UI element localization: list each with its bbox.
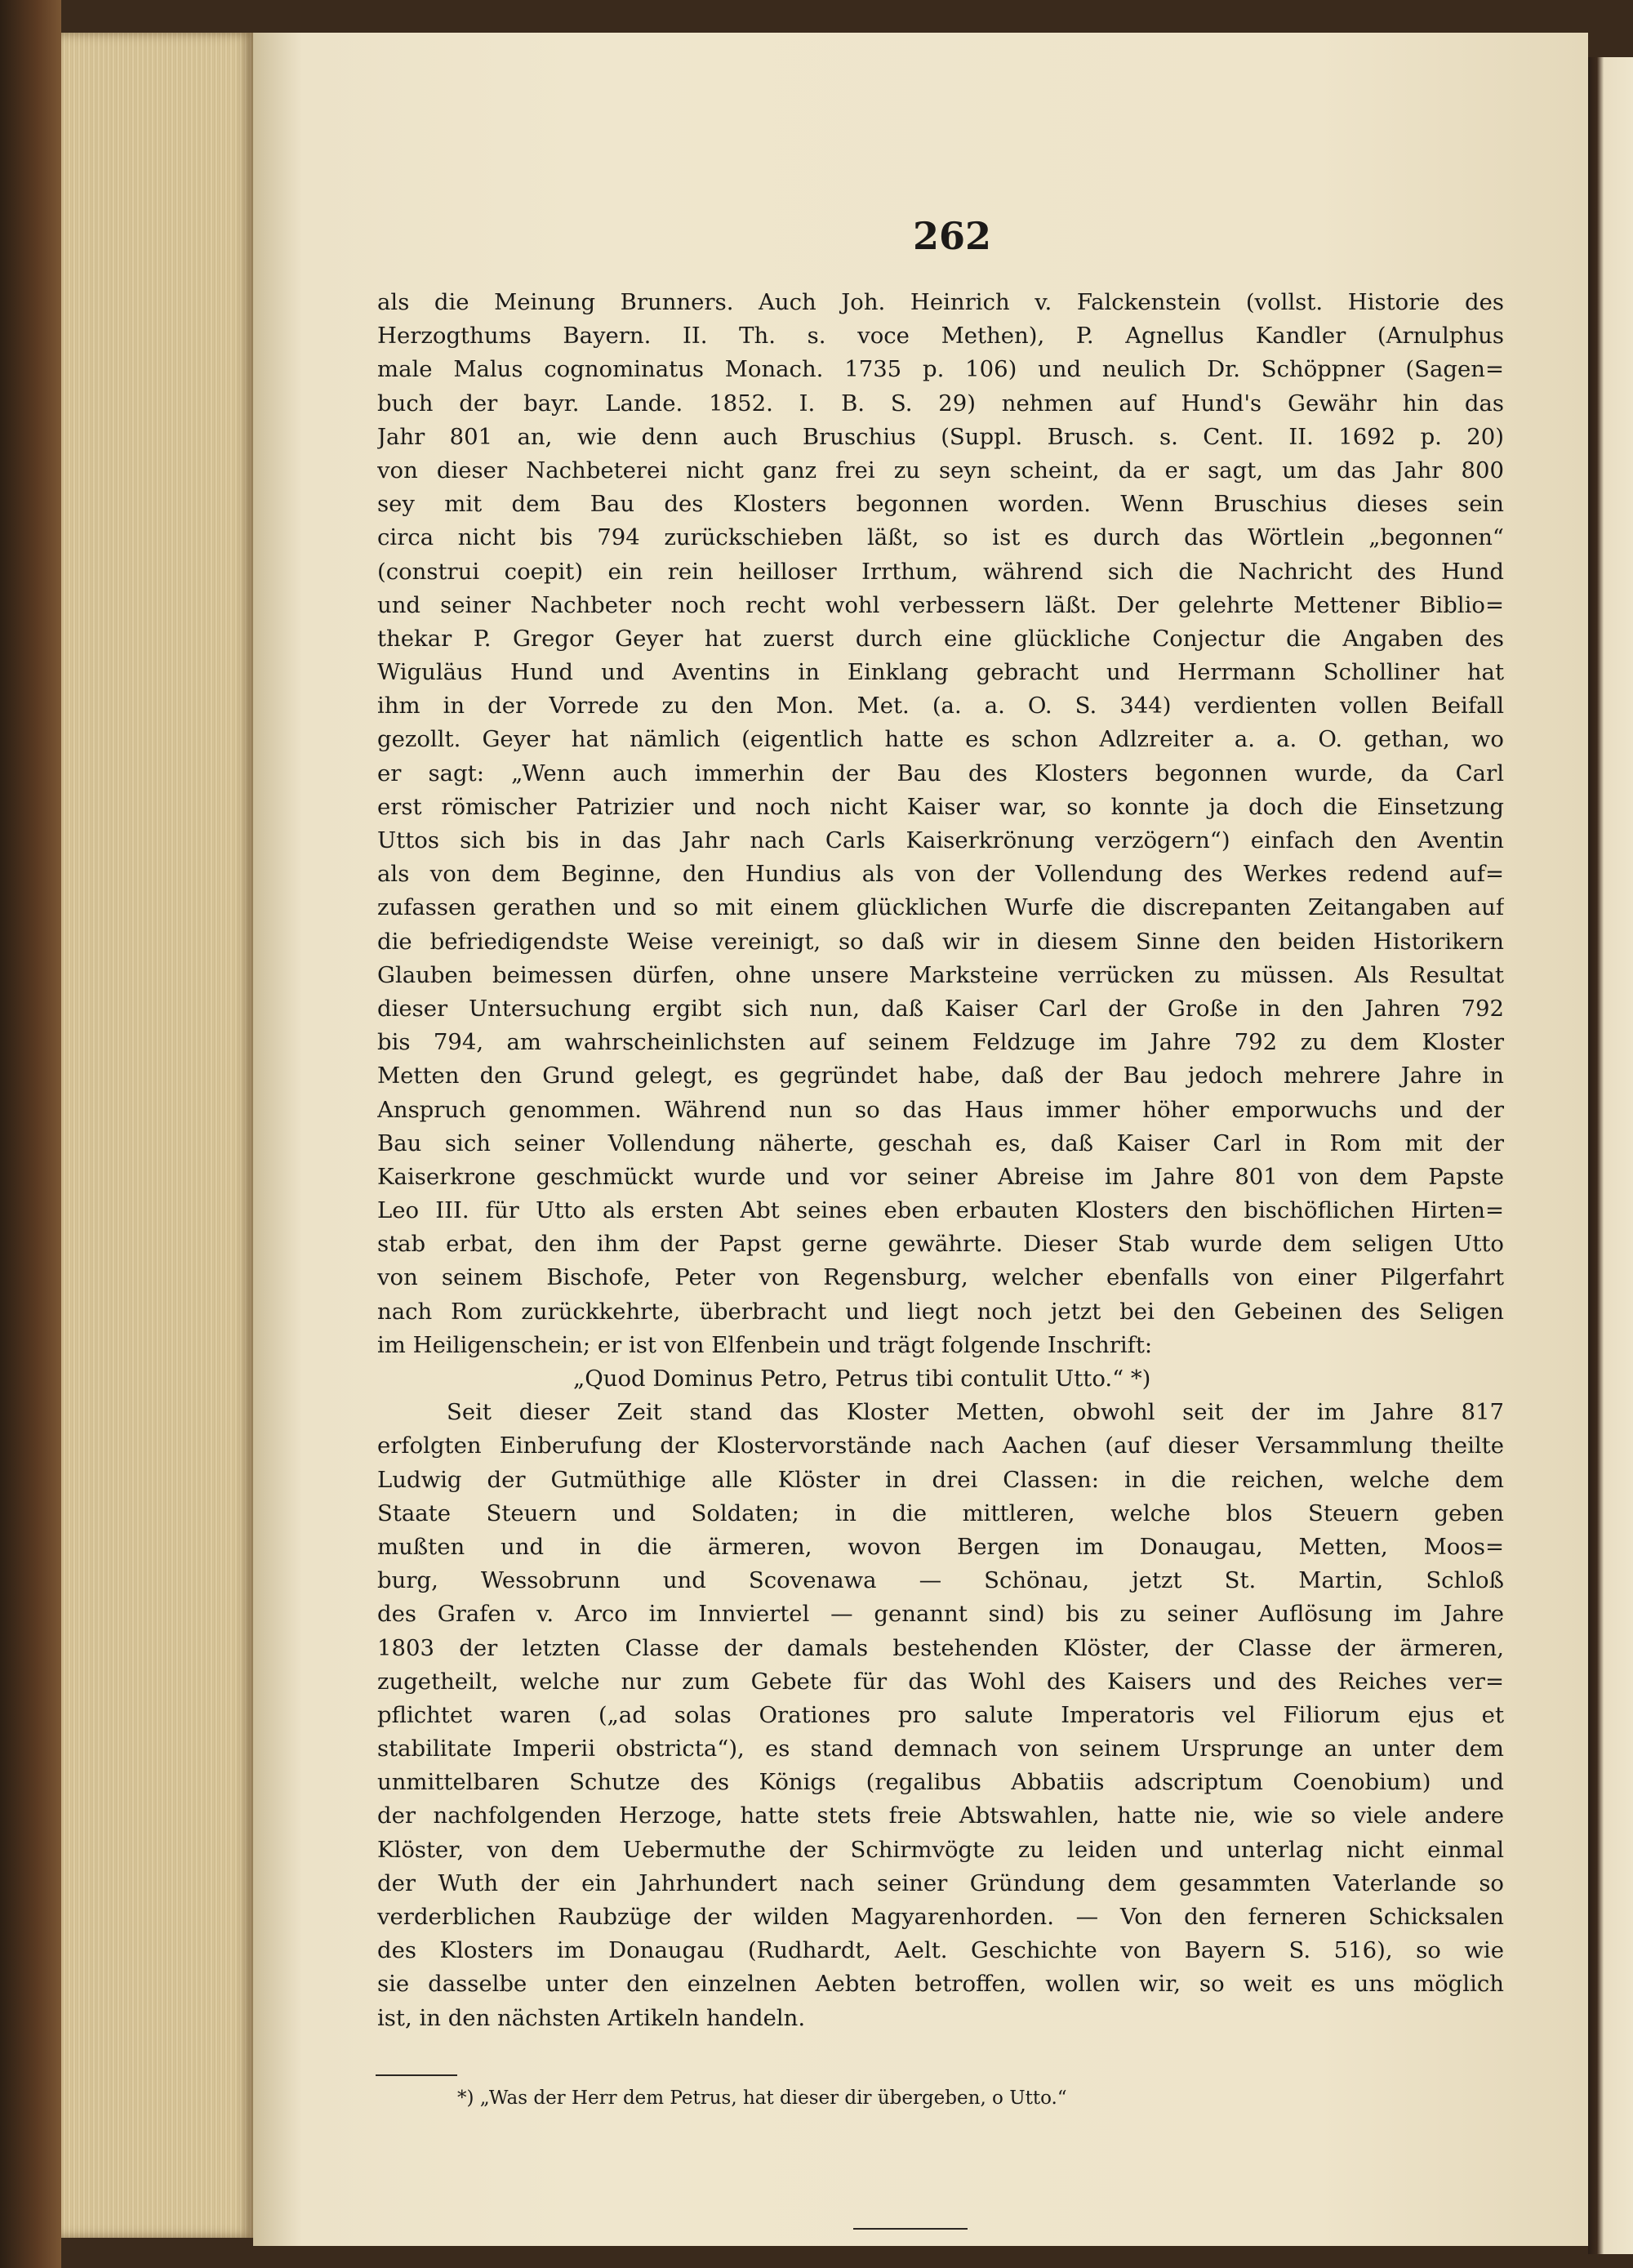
text-line: Jahr 801 an, wie denn auch Bruschius (Suppl. Brusch. s. Cent. II. 1692 p. 20) (377, 423, 1504, 450)
text-line: zufassen gerathen und so mit einem glücklichen Wurfe die discrepanten Zeitangaben auf (377, 894, 1504, 921)
text-line: und seiner Nachbeter noch recht wohl verbessern läßt. Der gelehrte Mettener Biblio= (377, 591, 1504, 618)
text-line: Wiguläus Hund und Aventins in Einklang gebracht und Herrmann Scholliner hat (377, 659, 1504, 686)
text-line: er sagt: „Wenn auch immerhin der Bau des Klosters begonnen wurde, da Carl (377, 760, 1504, 786)
text-line: im Heiligenschein; er ist von Elfenbein und trägt folgende Inschrift: (377, 1331, 1153, 1358)
text-line: Leo III. für Utto als ersten Abt seines eben erbauten Klosters den bischöflichen Hirten= (377, 1197, 1504, 1224)
text-line: erst römischer Patrizier und noch nicht Kaiser war, so konnte ja doch die Einsetzung (377, 793, 1504, 820)
text-line: buch der bayr. Lande. 1852. I. B. S. 29) nehmen auf Hund's Gewähr hin das (377, 390, 1504, 417)
text-line: Seit dieser Zeit stand das Kloster Metten, obwohl seit der im Jahre 817 (447, 1399, 1504, 1426)
footnote-rule (376, 2074, 457, 2076)
page-end-rule (853, 2228, 968, 2230)
footnote: *) „Was der Herr dem Petrus, hat dieser dir übergeben, o Utto.“ (457, 2088, 1067, 2109)
text-line: mußten und in die ärmeren, wovon Bergen im Donaugau, Metten, Moos= (377, 1533, 1504, 1560)
text-line: thekar P. Gregor Geyer hat zuerst durch eine glückliche Conjectur die Angaben des (377, 625, 1504, 652)
text-line: sey mit dem Bau des Klosters begonnen worden. Wenn Bruschius dieses sein (377, 491, 1504, 518)
text-line: bis 794, am wahrscheinlichsten auf seinem Feldzuge im Jahre 792 zu dem Kloster (377, 1029, 1504, 1056)
text-line: zugetheilt, welche nur zum Gebete für das Wohl des Kaisers und des Reiches ver= (377, 1668, 1504, 1695)
text-line: Kaiserkrone geschmückt wurde und vor seiner Abreise im Jahre 801 von dem Papste (377, 1163, 1504, 1190)
text-line: des Klosters im Donaugau (Rudhardt, Aelt. Geschichte von Bayern S. 516), so wie (377, 1937, 1504, 1964)
text-line: nach Rom zurückkehrte, überbracht und liegt noch jetzt bei den Gebeinen des Seligen (377, 1298, 1504, 1325)
text-line: ihm in der Vorrede zu den Mon. Met. (a. a. O. S. 344) verdienten vollen Beifall (377, 693, 1504, 720)
text-line: als von dem Beginne, den Hundius als von der Vollendung des Werkes redend auf= (377, 861, 1504, 888)
text-line: Uttos sich bis in das Jahr nach Carls Kaiserkrönung verzögern“) einfach den Aventin (377, 827, 1504, 853)
text-line: 1803 der letzten Classe der damals bestehenden Klöster, der Classe der ärmeren, (377, 1634, 1504, 1661)
text-line: circa nicht bis 794 zurückschieben läßt, so ist es durch das Wörtlein „begonnen“ (377, 524, 1504, 551)
text-line: Bau sich seiner Vollendung näherte, geschah es, daß Kaiser Carl in Rom mit der (377, 1130, 1504, 1156)
text-line: Anspruch genommen. Während nun so das Haus immer höher emporwuchs und der (377, 1096, 1504, 1123)
text-line: gezollt. Geyer hat nämlich (eigentlich hatte es schon Adlzreiter a. a. O. gethan, wo (377, 726, 1504, 753)
text-line: der Wuth der ein Jahrhundert nach seiner Gründung dem gesammten Vaterlande so (377, 1869, 1504, 1896)
page-number: 262 (913, 214, 992, 258)
text-line: der nachfolgenden Herzoge, hatte stets freie Abtswahlen, hatte nie, wie so viele andere (377, 1802, 1504, 1829)
text-line: als die Meinung Brunners. Auch Joh. Heinrich v. Falckenstein (vollst. Historie des (377, 289, 1504, 315)
text-line: Ludwig der Gutmüthige alle Klöster in drei Classen: in die reichen, welche dem (377, 1466, 1504, 1493)
text-line: von seinem Bischofe, Peter von Regensburg, welcher ebenfalls von einer Pilgerfahrt (377, 1264, 1504, 1291)
text-line: erfolgten Einberufung der Klostervorstände nach Aachen (auf dieser Versammlung theilte (377, 1433, 1504, 1459)
text-line: pflichtet waren („ad solas Orationes pro salute Imperatoris vel Filiorum ejus et (377, 1701, 1504, 1728)
text-line: stabilitate Imperii obstricta“), es stand demnach von seinem Ursprunge an unter dem (377, 1736, 1504, 1762)
text-line: Metten den Grund gelegt, es gegründet habe, daß der Bau jedoch mehrere Jahre in (377, 1063, 1504, 1089)
text-line: male Malus cognominatus Monach. 1735 p. 106) und neulich Dr. Schöppner (Sagen= (377, 356, 1504, 383)
text-line: unmittelbaren Schutze des Königs (regalibus Abbatiis adscriptum Coenobium) und (377, 1769, 1504, 1796)
inscription-line: „Quod Dominus Petro, Petrus tibi contulit Utto.“ *) (573, 1366, 1151, 1392)
page-edges (61, 33, 253, 2238)
text-line: des Grafen v. Arco im Innviertel — genannt sind) bis zu seiner Auflösung im Jahre (377, 1601, 1504, 1628)
body-text (377, 286, 1504, 2035)
book-cover-left (0, 0, 61, 2268)
text-line: Glauben beimessen dürfen, ohne unsere Marksteine verrücken zu müssen. Als Resultat (377, 961, 1504, 988)
text-line: Herzogthums Bayern. II. Th. s. voce Methen), P. Agnellus Kandler (Arnulphus (377, 323, 1504, 350)
text-line: Staate Steuern und Soldaten; in die mittleren, welche blos Steuern geben (377, 1499, 1504, 1526)
text-line: stab erbat, den ihm der Papst gerne gewährte. Dieser Stab wurde dem seligen Utto (377, 1231, 1504, 1258)
text-line: burg, Wessobrunn und Scovenawa — Schönau, jetzt St. Martin, Schloß (377, 1567, 1504, 1594)
text-line: von dieser Nachbeterei nicht ganz frei zu seyn scheint, da er sagt, um das Jahr 800 (377, 457, 1504, 483)
facing-page-edge (1588, 57, 1633, 2254)
text-line: sie dasselbe unter den einzelnen Aebten betroffen, wollen wir, so weit es uns möglich (377, 1971, 1504, 1998)
text-line: die befriedigendste Weise vereinigt, so daß wir in diesem Sinne den beiden Historikern (377, 928, 1504, 955)
text-line: dieser Untersuchung ergibt sich nun, daß Kaiser Carl der Große in den Jahren 792 (377, 995, 1504, 1022)
text-line: (construi coepit) ein rein heilloser Irrthum, während sich die Nachricht des Hund (377, 558, 1504, 585)
text-line: Klöster, von dem Uebermuthe der Schirmvögte zu leiden und unterlag nicht einmal (377, 1836, 1504, 1863)
text-line: ist, in den nächsten Artikeln handeln. (377, 2004, 806, 2031)
text-line: verderblichen Raubzüge der wilden Magyarenhorden. — Von den ferneren Schicksalen (377, 1904, 1504, 1930)
